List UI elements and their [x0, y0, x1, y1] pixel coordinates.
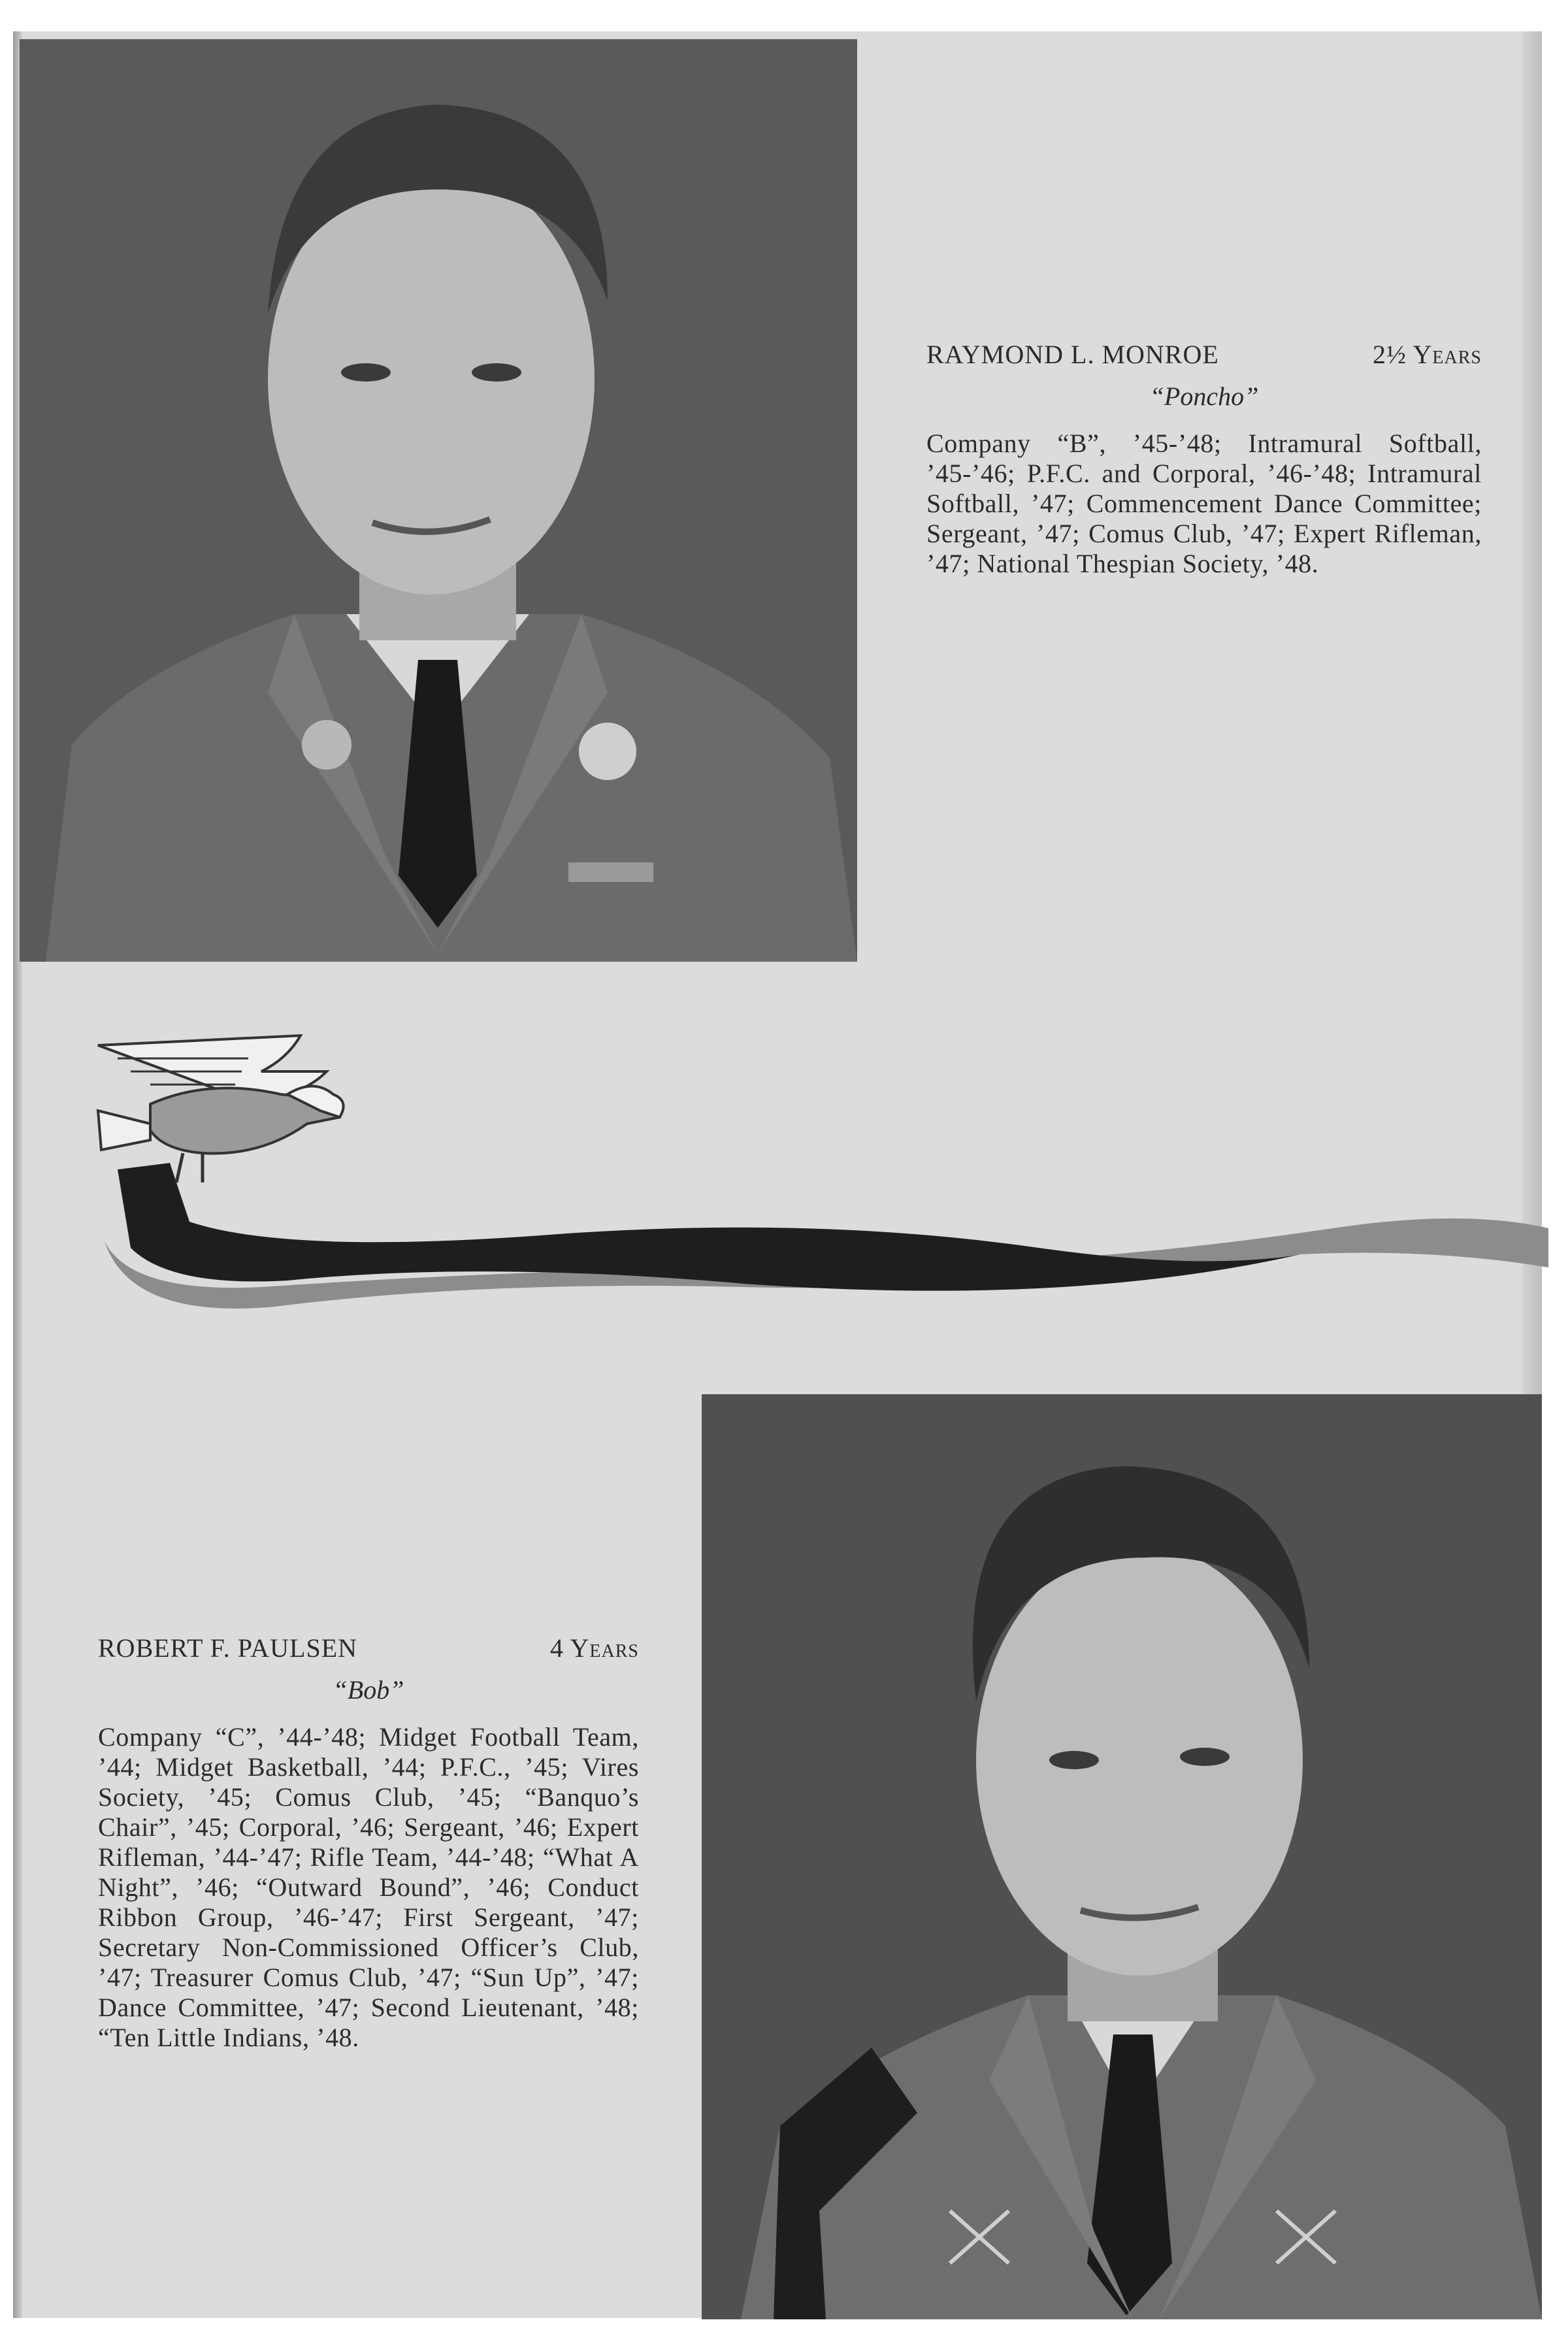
years-attended: 4 Years — [550, 1633, 639, 1663]
activities-text: Company “B”, ’45-’48; Intramural Softball, ’45-’46; P.F.C. and Corporal, ’46-’48; Intramural Softball, ’47; Commencement Dance Committee; Sergeant, ’47; Comus Club, ’47; Expert Rifleman, ’47; National Thespian Society, ’48. — [926, 429, 1482, 578]
bio-header — [98, 1633, 639, 1666]
bio-header — [926, 340, 1482, 372]
eagle-ribbon-emblem — [91, 1032, 1548, 1346]
student-name: ROBERT F. PAULSEN — [98, 1633, 358, 1663]
activities-text: Company “C”, ’44-’48; Midget Football Team, ’44; Midget Basketball, ’44; P.F.C., ’45; Vires Society, ’45; Comus Club, ’45; “Banquo’s Chair”, ’45; Corporal, ’46; Sergeant, ’46; Expert Rifleman, ’44-’47; Rifle Team, ’44-’48; “What A Night”, ’46; “Outward Bound”, ’46; Conduct Ribbon Group, ’46-’47; First Sergeant, ’47; Secretary Non-Commissioned Officer’s Club, ’47; Treasurer Comus Club, ’47; “Sun Up”, ’47; Dance Committee, ’47; Second Lieutenant, ’48; “Ten Little Indians, ’48. — [98, 1722, 639, 2052]
nickname: “Poncho” — [1149, 382, 1259, 411]
portrait-photo-robert-paulsen — [702, 1394, 1542, 2319]
nickname: “Bob” — [333, 1675, 404, 1705]
bio-raymond-monroe — [926, 340, 1482, 579]
ribbon-dark-band — [118, 1163, 1300, 1291]
bio-robert-paulsen — [98, 1633, 639, 2053]
years-attended: 2½ Years — [1373, 340, 1482, 369]
portrait-photo-raymond-monroe — [20, 39, 857, 962]
student-name: RAYMOND L. MONROE — [926, 340, 1219, 369]
